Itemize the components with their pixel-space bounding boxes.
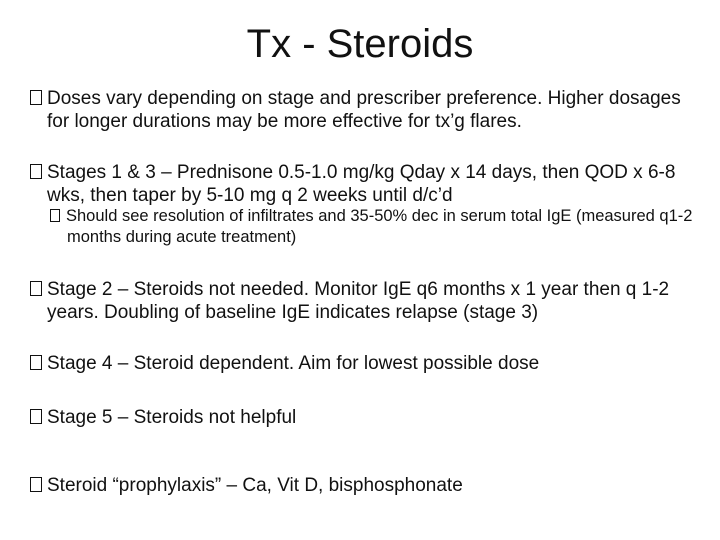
bullet-item	[30, 474, 707, 497]
bullet-box-icon	[50, 209, 60, 222]
bullet-box-icon	[30, 164, 42, 179]
slide-title: Tx - Steroids	[246, 22, 474, 66]
sub-bullet-text: Should see resolution of infiltrates and 35-50% dec in serum total IgE (measured q1-2 months during acute treatment)	[66, 207, 693, 246]
bullet-text: Steroid “prophylaxis” – Ca, Vit D, bisphosphonate	[47, 475, 463, 496]
bullet-text: Stage 4 – Steroid dependent. Aim for lowest possible dose	[47, 353, 540, 374]
bullet-box-icon	[30, 281, 42, 296]
bullet-item	[30, 278, 707, 324]
bullet-item	[30, 161, 707, 207]
bullet-item	[30, 406, 707, 429]
bullet-text: Stage 5 – Steroids not helpful	[47, 407, 297, 428]
bullet-item	[30, 352, 707, 375]
bullet-box-icon	[30, 90, 42, 105]
bullet-box-icon	[30, 477, 42, 492]
bullet-text: Stages 1 & 3 – Prednisone 0.5-1.0 mg/kg Qday x 14 days, then QOD x 6-8 wks, then taper by 5-10 mg q 2 weeks until d/c’d	[47, 162, 676, 206]
bullet-box-icon	[30, 409, 42, 424]
bullet-text: Stage 2 – Steroids not needed. Monitor IgE q6 months x 1 year then q 1-2 years. Doubling of baseline IgE indicates relapse (stage 3)	[47, 279, 670, 323]
bullet-text: Doses vary depending on stage and prescriber preference. Higher dosages for longer durations may be more effective for tx’g flares.	[47, 88, 681, 132]
bullet-box-icon	[30, 355, 42, 370]
bullet-item	[30, 87, 707, 133]
sub-bullet-item	[50, 206, 707, 248]
